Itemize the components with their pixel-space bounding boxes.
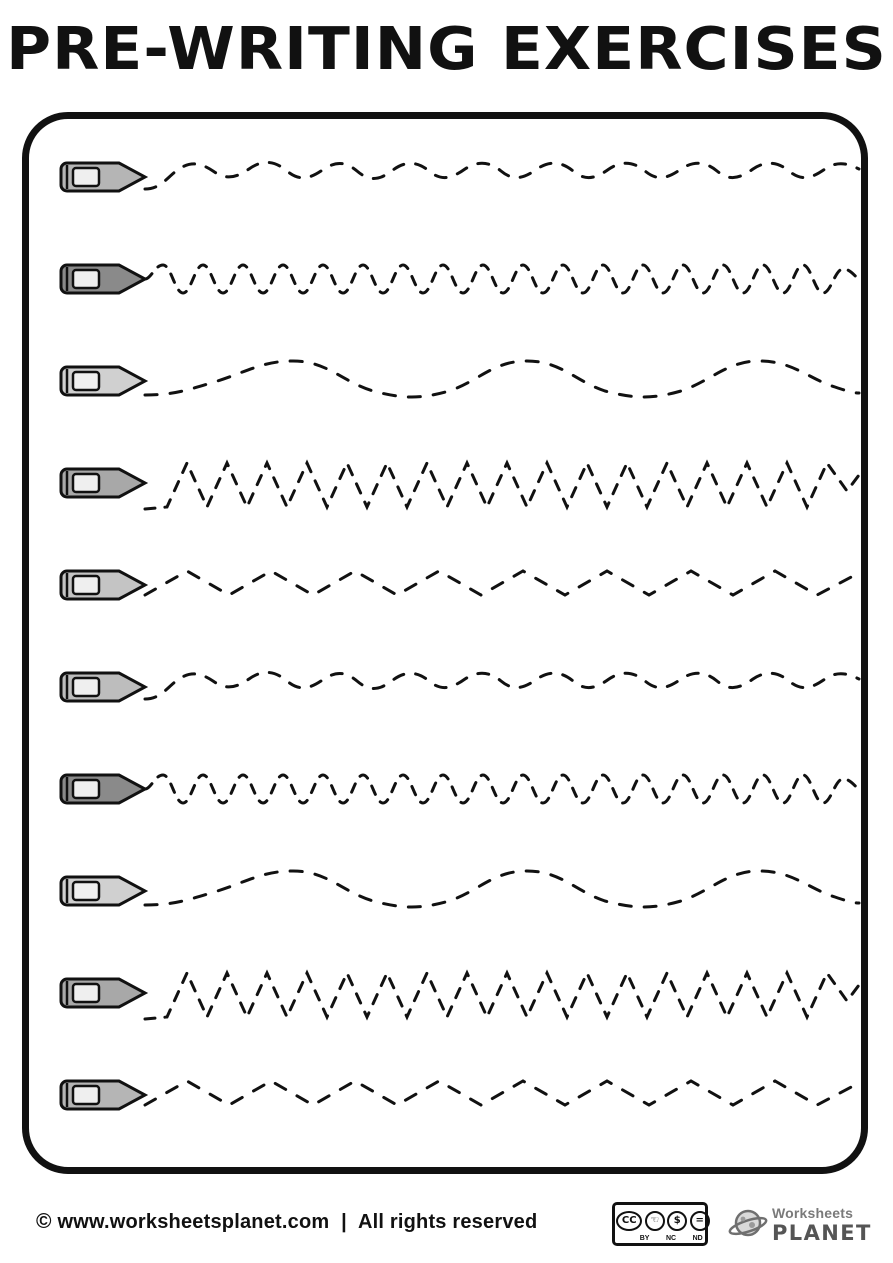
footer [0,1196,893,1258]
trace-path-wave-medium [141,125,863,229]
trace-path-zigzag-tight [141,431,863,535]
trace-path-wave-medium [141,635,863,739]
crayon-icon [57,361,149,401]
crayon-icon [57,157,149,197]
cc-label-by: BY [639,1235,650,1242]
exercise-row [29,941,875,1045]
exercise-row [29,125,875,229]
crayon-icon [57,769,149,809]
trace-path-wave-tight [141,737,863,841]
trace-path-zigzag-tight [141,941,863,1045]
cc-label-row [615,1235,711,1242]
cc-label-nd: ND [692,1235,703,1242]
exercise-row [29,227,875,331]
cc-badge-row [615,1211,711,1231]
footer-credit-line [36,1210,537,1234]
footer-separator: | [341,1211,347,1233]
cc-nd-icon: = [690,1211,710,1231]
exercise-row [29,533,875,637]
cc-license-badge [612,1202,708,1246]
logo-line1: Worksheets [772,1205,854,1221]
crayon-icon [57,259,149,299]
trace-path-zigzag-wide [141,1043,863,1147]
worksheet-frame [22,112,868,1174]
cc-label-nc: NC [665,1235,677,1242]
exercise-row [29,635,875,739]
website-link[interactable]: www.worksheetsplanet.com [57,1211,330,1233]
trace-path-zigzag-wide [141,533,863,637]
cc-by-icon: ☜ [645,1211,665,1231]
crayon-icon [57,1075,149,1115]
exercise-row [29,737,875,841]
crayon-icon [57,463,149,503]
trace-path-wave-wide [141,329,863,433]
trace-path-wave-wide [141,839,863,943]
planet-icon [728,1204,768,1244]
exercise-row [29,329,875,433]
rights-text: All rights reserved [357,1211,538,1233]
page-title: PRE-WRITING EXERCISES [6,14,887,83]
exercise-row [29,1043,875,1147]
logo-line2: PLANET [772,1221,872,1245]
crayon-icon [57,667,149,707]
trace-path-wave-tight [141,227,863,331]
crayon-icon [57,973,149,1013]
exercise-row [29,839,875,943]
exercise-row [29,431,875,535]
crayon-icon [57,871,149,911]
copyright-icon: © [36,1210,52,1233]
cc-nc-icon: $ [667,1211,687,1231]
worksheets-planet-logo[interactable] [728,1200,870,1248]
cc-icon: CC [616,1211,642,1231]
crayon-icon [57,565,149,605]
